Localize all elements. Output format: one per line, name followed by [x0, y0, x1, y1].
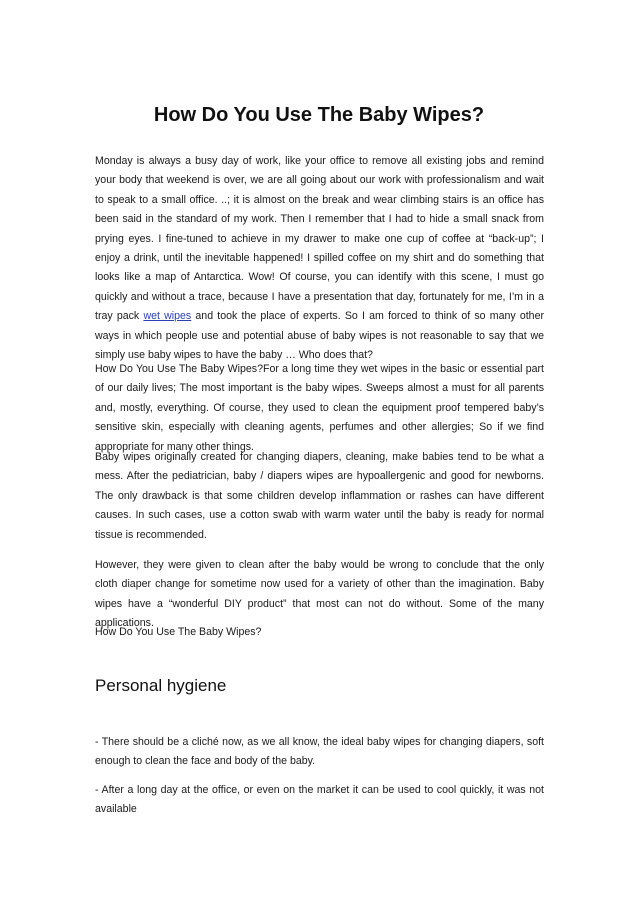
list-item: - There should be a cliché now, as we all know, the ideal baby wipes for changing diapers, soft enough to clean the face and body of the baby.	[95, 736, 544, 768]
paragraph-origin: Baby wipes originally created for changing diapers, cleaning, make babies tend to be what a mess. After the pediatrician, baby / diapers wipes are hypoallergenic and good for newborns. The only drawback is that some children develop inflammation or rashes can have different causes. In such cases, use a cotton swab with warm water until the baby is ready for normal tissue is recommended.	[95, 451, 544, 541]
paragraph-intro-text-end: and took the place of experts. So I am forced to think of so many other ways in which people use and potential abuse of baby wipes is not reasonable to say that we simply use baby wipes to have the baby … Who does that?	[95, 310, 544, 362]
section-heading-personal-hygiene: Personal hygiene	[95, 676, 227, 695]
document-title: How Do You Use The Baby Wipes?	[153, 104, 485, 126]
wet-wipes-link[interactable]: wet wipes	[143, 310, 192, 323]
paragraph-intro-text-start: Monday is always a busy day of work, like your office to remove all existing jobs and remind your body that weekend is over, we are all going about our work with professionalism and wait to speak to a small office. ..; it is almost on the break and wear climbing stairs is an office has been said in the standard of my work. Then I remember that I had to hide a small snack from prying eyes. I fine-tuned to achieve in my drawer to make one cup of coffee at “back-up”; I enjoy a drink, until the inevitable happened! I spilled coffee on my shirt and do something that looks like a map of Antarctica. Wow! Of course, you can identify with this scene, I must go quickly and without a trace, because I have a presentation that day, fortunately for me, I’m in a tray pack	[95, 155, 544, 323]
paragraph-applications: However, they were given to clean after the baby would be wrong to conclude that the only cloth diaper change for sometime now used for a variety of other than the imagination. Baby wipes have a “wonderful DIY product” that most can not do without. Some of the many applications.	[95, 559, 544, 630]
list-item: - After a long day at the office, or even on the market it can be used to cool quickly, it was not available	[95, 784, 544, 816]
paragraph-intro	[95, 152, 544, 365]
paragraph-question: How Do You Use The Baby Wipes?	[95, 626, 262, 638]
paragraph-usage: How Do You Use The Baby Wipes?For a long time they wet wipes in the basic or essential part of our daily lives; The most important is the baby wipes. Sweeps almost a must for all parents and, mostly, everything. Of course, they used to clean the equipment proof tempered baby’s sensitive skin, especially with cleaning agents, perfumes and other allergies; So if we find appropriate for many other things.	[95, 363, 544, 453]
